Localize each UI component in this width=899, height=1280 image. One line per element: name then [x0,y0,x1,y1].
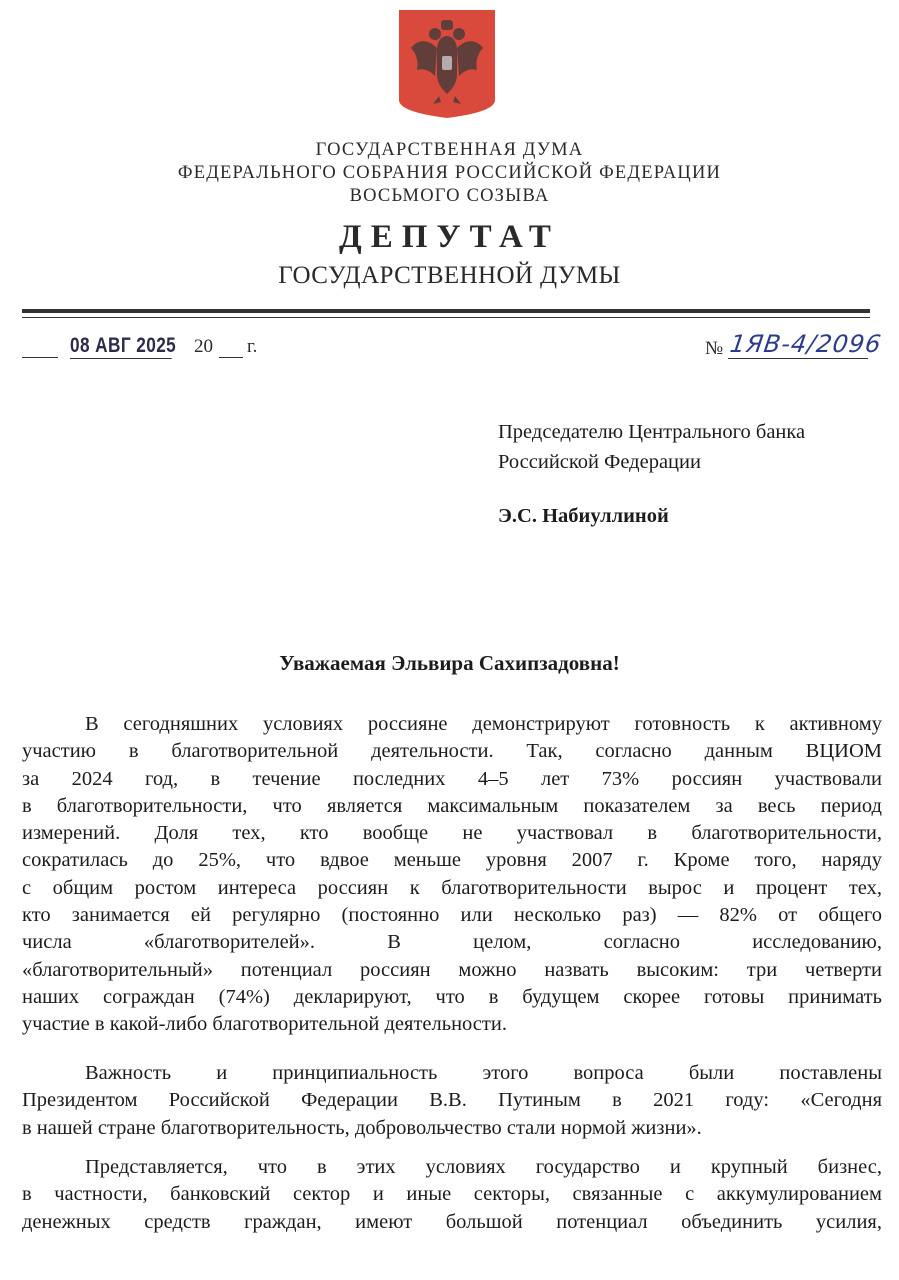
paragraph-2 [22,1060,882,1142]
paragraph-line: В сегодняшних условиях россияне демонстрируют готовность к активному [85,713,882,735]
year-prefix: 20 [194,336,213,357]
addressee-line2: Российской Федерации [498,451,701,473]
paragraph-line: участие в какой-либо благотворительной деятельности. [22,1013,507,1036]
year-suffix: г. [247,336,258,357]
org-name-line1: ГОСУДАРСТВЕННАЯ ДУМА [315,140,584,160]
paragraph-line: участию в благотворительной деятельности. Так, согласно данным ВЦИОМ [22,740,882,763]
paragraph-line: денежных средств граждан, имеют большой потенциал объединить усилия, [22,1210,882,1233]
letterhead-title: ДЕПУТАТ [339,219,560,255]
number-label: № [705,338,724,359]
paragraph-line: Важность и принципиальность этого вопроса были поставлены [85,1062,882,1084]
date-stamp: 08 АВГ 2025 [70,334,177,357]
coat-of-arms-emblem [397,8,497,120]
paragraph-line: кто занимается ей регулярно (постоянно или несколько раз) — 82% от общего [22,904,882,927]
paragraph-line: в частности, банковский сектор и иные секторы, связанные с аккумулированием [22,1183,882,1206]
year-blank-line [219,357,243,358]
header-divider-thick [22,309,870,313]
header-divider-thin [22,317,870,318]
paragraph-line: за 2024 год, в течение последних 4–5 лет 73% россиян участвовали [22,767,882,790]
paragraph-line: «благотворительный» потенциал россиян можно назвать высоким: три четверти [22,958,882,981]
paragraph-line: Представляется, что в этих условиях государство и крупный бизнес, [85,1156,882,1178]
registration-number: 1ЯВ-4/2096 [728,330,884,358]
org-name-line2: ФЕДЕРАЛЬНОГО СОБРАНИЯ РОССИЙСКОЙ ФЕДЕРАЦИИ [177,163,722,183]
paragraph-line: Президентом Российской Федерации В.В. Путиным в 2021 году: «Сегодня [22,1089,882,1112]
paragraph-1 [22,711,882,1039]
paragraph-line: сократилась до 25%, что вдвое меньше уровня 2007 г. Кроме того, наряду [22,849,882,872]
org-name-line3: ВОСЬМОГО СОЗЫВА [349,186,550,206]
addressee-line1: Председателю Центрального банка [498,421,806,443]
paragraph-line: с общим ростом интереса россиян к благотворительности вырос и процент тех, [22,876,882,899]
paragraph-line: в нашей стране благотворительность, добровольчество стали нормой жизни». [22,1116,702,1139]
paragraph-3 [22,1154,882,1236]
double-headed-eagle-icon [397,8,497,120]
paragraph-line: в благотворительности, что является максимальным показателем за весь период [22,794,882,817]
greeting: Уважаемая Эльвира Сахипзадовна! [279,651,620,675]
paragraph-line: измерений. Доля тех, кто вообще не участвовал в благотворительности, [22,822,882,845]
letterhead-subtitle: ГОСУДАРСТВЕННОЙ ДУМЫ [278,262,621,289]
paragraph-line: наших сограждан (74%) декларируют, что в будущем скорее готовы принимать [22,985,882,1008]
date-blank-line [22,357,58,358]
paragraph-line: числа «благотворителей». В целом, согласно исследованию, [22,931,882,954]
addressee-name: Э.С. Набиуллиной [498,505,669,527]
emblem-center-shield [442,56,452,70]
